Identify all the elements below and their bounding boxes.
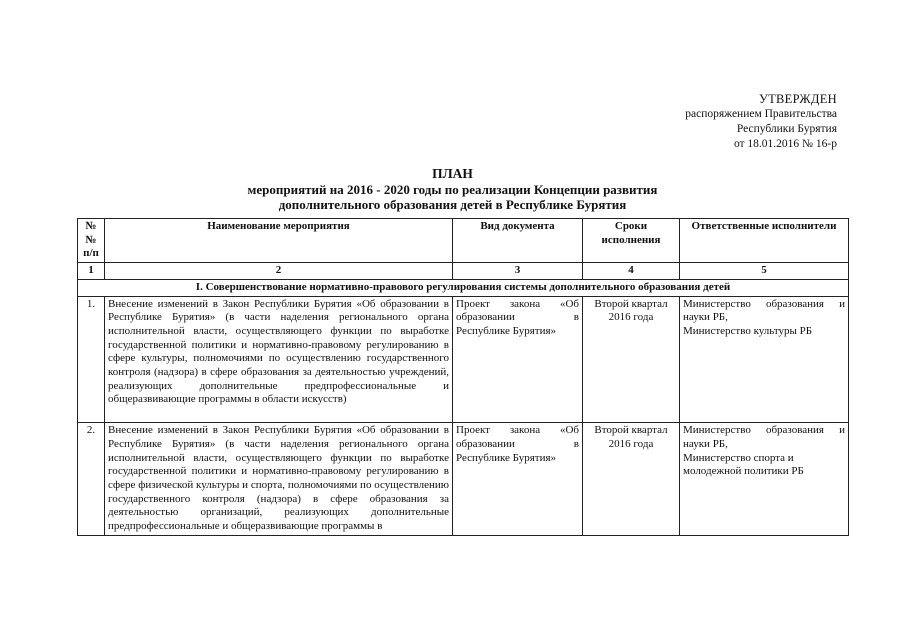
document-title	[0, 166, 905, 212]
responsible-2: Министерство культуры РБ	[683, 324, 813, 337]
header-num: №№ п/п	[78, 219, 105, 263]
approval-line-date: от 18.01.2016 № 16-р	[733, 138, 837, 150]
row-measure-name	[105, 296, 453, 423]
approval-stamp	[685, 92, 837, 152]
header-term: Сроки исполнения	[583, 219, 680, 263]
row-spacer	[108, 407, 449, 421]
table-header-row	[78, 219, 849, 263]
section-row	[78, 279, 849, 296]
approval-heading: УТВЕРЖДЕН	[758, 92, 837, 106]
approval-line-republic: Республики Бурятия	[736, 123, 837, 135]
section-title: I. Совершенствование нормативно-правового регулирования системы дополнительного образования детей	[78, 279, 849, 296]
responsible-1: Министерство образования и науки РБ,	[683, 424, 845, 450]
row-measure-name: Внесение изменений в Закон Республики Бурятия «Об образовании в Республике Бурятия» (в части наделения регионального органа исполнительной власти, осуществляющего функции по выработке государственной политики и нормативно-правовому регулированию в сфере физической культуры и спорта, полномочиями по осуществлению государственного контроля (надзора) в сфере образования за деятельностью организаций, реализующих дополнительные предпрофессиональные и общеразвивающие программы в	[105, 423, 453, 536]
row-responsible	[680, 423, 849, 536]
col-number: 4	[583, 263, 680, 280]
title-plan: ПЛАН	[432, 166, 473, 181]
col-number: 2	[105, 263, 453, 280]
row-document-type: Проект закона «Об образовании в Республике Бурятия»	[453, 423, 583, 536]
row-number: 2.	[78, 423, 105, 536]
plan-table	[77, 218, 849, 536]
measure-text: Внесение изменений в Закон Республики Бурятия «Об образовании в Республике Бурятия» (в части наделения регионального органа исполнительной власти, осуществляющего функции по выработке государственной политики и нормативно-правовому регулированию в сфере культуры, полномочиями по осуществлению государственного контроля (надзора) в сфере образования за деятельностью учреждений, реализующих дополнительные предпрофессиональные и общеразвивающие программы в области искусств)	[108, 297, 449, 406]
responsible-2: Министерство спорта и молодежной политики РБ	[683, 451, 804, 478]
title-subtitle-2: дополнительного образования детей в Республике Бурятия	[278, 197, 627, 212]
approval-line-order: распоряжением Правительства	[685, 108, 837, 120]
row-term: Второй квартал 2016 года	[583, 423, 680, 536]
header-doc: Вид документа	[453, 219, 583, 263]
row-number: 1.	[78, 296, 105, 423]
col-number: 1	[78, 263, 105, 280]
row-document-type: Проект закона «Об образовании в Республике Бурятия»	[453, 296, 583, 423]
row-responsible	[680, 296, 849, 423]
col-number: 3	[453, 263, 583, 280]
row-term: Второй квартал 2016 года	[583, 296, 680, 423]
table-row	[78, 423, 849, 536]
table-row	[78, 296, 849, 423]
responsible-1: Министерство образования и науки РБ,	[683, 297, 845, 324]
title-subtitle-1: мероприятий на 2016 - 2020 годы по реализации Концепции развития	[247, 182, 658, 197]
column-number-row	[78, 263, 849, 280]
col-number: 5	[680, 263, 849, 280]
header-name: Наименование мероприятия	[105, 219, 453, 263]
header-resp: Ответственные исполнители	[680, 219, 849, 263]
